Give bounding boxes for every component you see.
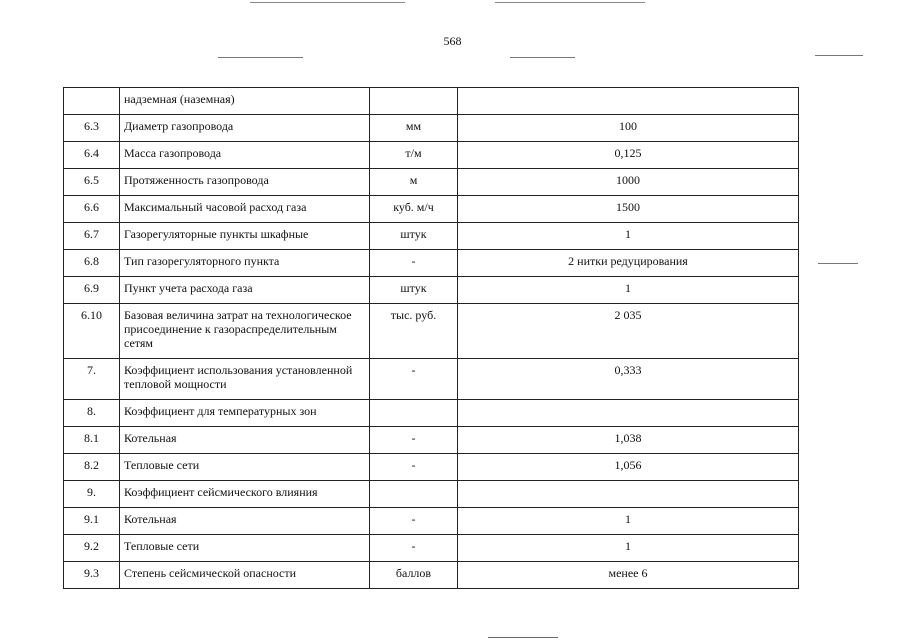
- row-number: 8.2: [64, 454, 120, 481]
- table-row: [64, 400, 799, 427]
- table-row: [64, 508, 799, 535]
- scan-artifact: [818, 263, 858, 264]
- row-number: 9.2: [64, 535, 120, 562]
- row-number: 8.1: [64, 427, 120, 454]
- table-row: [64, 304, 799, 359]
- row-unit: -: [370, 359, 458, 400]
- row-name: надземная (наземная): [120, 88, 370, 115]
- row-number: 9.1: [64, 508, 120, 535]
- row-name: Котельная: [120, 508, 370, 535]
- row-number: 6.3: [64, 115, 120, 142]
- row-number: 6.7: [64, 223, 120, 250]
- row-unit: мм: [370, 115, 458, 142]
- row-unit: -: [370, 250, 458, 277]
- row-value: 0,333: [458, 359, 799, 400]
- row-name: Коэффициент для температурных зон: [120, 400, 370, 427]
- scan-artifact: [488, 637, 558, 638]
- row-unit: баллов: [370, 562, 458, 589]
- row-value: 1: [458, 277, 799, 304]
- row-number: 9.3: [64, 562, 120, 589]
- row-name: Тип газорегуляторного пункта: [120, 250, 370, 277]
- row-name: Базовая величина затрат на технологическое присоединение к газораспределительным сетям: [120, 304, 370, 359]
- row-value: [458, 88, 799, 115]
- row-number: [64, 88, 120, 115]
- row-unit: [370, 481, 458, 508]
- page-number: 568: [443, 34, 462, 48]
- row-unit: штук: [370, 277, 458, 304]
- row-unit: -: [370, 427, 458, 454]
- row-name: Газорегуляторные пункты шкафные: [120, 223, 370, 250]
- table-row: [64, 250, 799, 277]
- row-value: [458, 481, 799, 508]
- table-row: [64, 481, 799, 508]
- row-value: менее 6: [458, 562, 799, 589]
- row-number: 7.: [64, 359, 120, 400]
- row-name: Масса газопровода: [120, 142, 370, 169]
- table-row: [64, 359, 799, 400]
- table-row: [64, 535, 799, 562]
- row-value: 2 нитки редуцирования: [458, 250, 799, 277]
- scan-artifact: [250, 2, 405, 3]
- row-unit: куб. м/ч: [370, 196, 458, 223]
- table-row: [64, 277, 799, 304]
- row-name: Тепловые сети: [120, 454, 370, 481]
- row-value: 1500: [458, 196, 799, 223]
- table-row: [64, 142, 799, 169]
- table-row: [64, 427, 799, 454]
- table-row: [64, 169, 799, 196]
- row-name: Коэффициент сейсмического влияния: [120, 481, 370, 508]
- row-value: [458, 400, 799, 427]
- row-number: 8.: [64, 400, 120, 427]
- row-number: 6.5: [64, 169, 120, 196]
- row-value: 1,056: [458, 454, 799, 481]
- row-unit: -: [370, 535, 458, 562]
- scan-artifact: [510, 57, 575, 58]
- row-unit: тыс. руб.: [370, 304, 458, 359]
- row-value: 2 035: [458, 304, 799, 359]
- row-number: 9.: [64, 481, 120, 508]
- scan-artifact: [815, 55, 863, 56]
- row-number: 6.10: [64, 304, 120, 359]
- row-name: Коэффициент использования установленной тепловой мощности: [120, 359, 370, 400]
- row-value: 1,038: [458, 427, 799, 454]
- row-number: 6.6: [64, 196, 120, 223]
- row-value: 1000: [458, 169, 799, 196]
- row-name: Тепловые сети: [120, 535, 370, 562]
- row-name: Максимальный часовой расход газа: [120, 196, 370, 223]
- table-row: [64, 454, 799, 481]
- row-value: 1: [458, 508, 799, 535]
- row-unit: штук: [370, 223, 458, 250]
- row-unit: -: [370, 454, 458, 481]
- row-value: 100: [458, 115, 799, 142]
- row-unit: т/м: [370, 142, 458, 169]
- parameters-table: [63, 87, 799, 589]
- table-row: [64, 88, 799, 115]
- row-number: 6.4: [64, 142, 120, 169]
- row-name: Протяженность газопровода: [120, 169, 370, 196]
- row-value: 0,125: [458, 142, 799, 169]
- table-row: [64, 115, 799, 142]
- table-row: [64, 196, 799, 223]
- row-unit: [370, 88, 458, 115]
- row-unit: -: [370, 508, 458, 535]
- row-number: 6.8: [64, 250, 120, 277]
- row-name: Котельная: [120, 427, 370, 454]
- scan-artifact: [495, 2, 645, 3]
- row-value: 1: [458, 535, 799, 562]
- row-name: Диаметр газопровода: [120, 115, 370, 142]
- row-name: Степень сейсмической опасности: [120, 562, 370, 589]
- row-unit: [370, 400, 458, 427]
- row-number: 6.9: [64, 277, 120, 304]
- row-unit: м: [370, 169, 458, 196]
- row-value: 1: [458, 223, 799, 250]
- table-row: [64, 562, 799, 589]
- scan-artifact: [218, 57, 303, 58]
- table-row: [64, 223, 799, 250]
- row-name: Пункт учета расхода газа: [120, 277, 370, 304]
